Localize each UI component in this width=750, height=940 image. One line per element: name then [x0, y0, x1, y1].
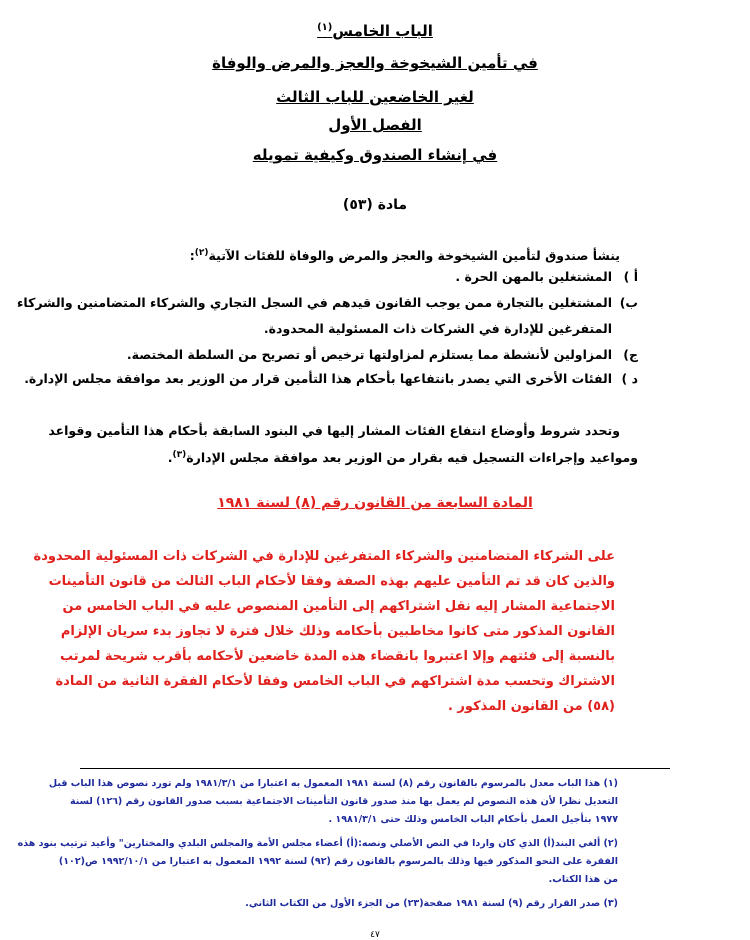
amendment-line: على الشركاء المتضامنين والشركاء المتفرغين للإدارة في الشركات ذات المسئولية المحدودة [33, 549, 615, 564]
section-heading: الفصل الأول [328, 116, 422, 134]
paragraph-2-text: ومواعيد وإجراءات التسجيل فيه بقرار من الوزير بعد موافقة مجلس الإدارة [186, 450, 638, 466]
intro-text: ينشأ صندوق لتأمين الشيخوخة والعجز والمرض والوفاة للفئات الآتية [208, 248, 620, 264]
heading-line-2: لغير الخاضعين للباب الثالث [276, 88, 474, 106]
footnote-ref-1: (١) [317, 22, 333, 33]
footnote-ref-3: (٣) [172, 450, 187, 460]
article-number: مادة (٥٣) [342, 197, 408, 213]
amendment-line: الاجتماعية المشار إليه نقل اشتراكهم إلى التأمين المنصوص عليه في الباب الخامس من [62, 599, 615, 614]
footnote-line: (١) هذا الباب معدل بالمرسوم بالقانون رقم (٨) لسنة ١٩٨١ المعمول به اعتبارا من ١٩٨١/٣/١ ولم تورد نصوص هذا الباب قبل [48, 778, 618, 789]
amendment-line: (٥٨) من القانون المذكور . [447, 699, 615, 714]
paragraph-2-end: . [167, 450, 173, 466]
item-text: المشتغلين بالمهن الحرة . [455, 269, 612, 284]
footnote-line: (٣) صدر القرار رقم (٩) لسنة ١٩٨١ صفحة(٢٣) من الجزء الأول من الكتاب الثاني. [245, 898, 618, 909]
footnote-line: من هذا الكتاب. [548, 874, 618, 885]
item-label: ب) [619, 295, 638, 310]
amendment-line: الاشتراك وتحسب مدة اشتراكهم في الباب الخامس وفقا لأحكام الفقرة الثانية من المادة [55, 674, 615, 689]
item-label: ج) [623, 347, 638, 362]
item-text: المشتغلين بالتجارة ممن يوجب القانون قيدهم في السجل التجاري والشركاء المتضامنين والشركاء [17, 295, 612, 310]
paragraph-2-line-1: وتحدد شروط وأوضاع انتفاع الفئات المشار إليها في البنود السابقة بأحكام هذا التأمين وقواعد [48, 423, 620, 438]
footnote-line: التعديل نظرا لأن هذه النصوص لم يعمل بها منذ صدور قانون التأمينات الاجتماعية بسبب صدور القانون رقم (١٢٦) لسنة [69, 796, 618, 807]
item-label: د ) [621, 371, 638, 386]
amendment-line: بالنسبة إلى فئتهم وإلا اعتبروا بانقضاء هذه المدة خاضعين لأحكامه بأقرب شريحة لمرتب [60, 649, 615, 664]
list-item-b-continued: المتفرغين للإدارة في الشركات ذات المسئولية المحدودة. [263, 321, 612, 336]
paragraph-2-line-2 [60, 446, 638, 467]
footnote-line: (٢) ألغي البند(أ) الذي كان واردا في النص الأصلي ونصه:(أ) أعضاء مجلس الأمة والمجلس البلدي والمختارين" وأعيد ترتيب بنود هذه [17, 838, 618, 849]
page-number: ٤٧ [370, 930, 380, 940]
list-item-a [60, 268, 638, 286]
footnote-divider [80, 768, 670, 769]
footnote-ref-2: (٢) [194, 248, 209, 258]
item-text: الفئات الأخرى التي يصدر بانتفاعها بأحكام هذا التأمين قرار من الوزير بعد موافقة مجلس الإدارة. [24, 371, 612, 386]
chapter-heading [0, 18, 750, 41]
chapter-title: الباب الخامس [332, 22, 433, 40]
item-label: أ ) [623, 269, 638, 284]
list-item-d [24, 370, 638, 388]
intro-colon: : [189, 248, 195, 264]
item-text: المزاولين لأنشطة مما يستلزم لمزاولتها ترخيص أو تصريح من السلطة المختصة. [126, 347, 612, 362]
heading-line-1: في تأمين الشيخوخة والعجز والمرض والوفاة [212, 54, 538, 72]
heading-line-4: في إنشاء الصندوق وكيفية تمويله [252, 146, 498, 164]
amendment-line: القانون المذكور متى كانوا مخاطبين بأحكامه وذلك خلال فترة لا تجاوز بدء سريان الإلزام [60, 624, 615, 639]
footnote-line: ١٩٧٧ بتأجيل العمل بأحكام الباب الخامس وذلك حتى ١٩٨١/٣/١ . [328, 814, 618, 825]
amendment-title: المادة السابعة من القانون رقم (٨) لسنة ١٩٨١ [217, 495, 533, 511]
amendment-line: والذين كان قد تم التأمين عليهم بهذه الصفة وفقا لأحكام الباب الثالث من قانون التأمينات [48, 574, 615, 589]
intro-line [60, 244, 620, 265]
footnote-line: الفقرة على النحو المذكور فيها وذلك بالمرسوم بالقانون رقم (٩٢) لسنة ١٩٩٢ المعمول به اعتبارا من ١٩٩٢/١٠/١ ص(١٠٢) [58, 856, 618, 867]
list-item-c [60, 346, 638, 364]
list-item-b [17, 294, 638, 312]
